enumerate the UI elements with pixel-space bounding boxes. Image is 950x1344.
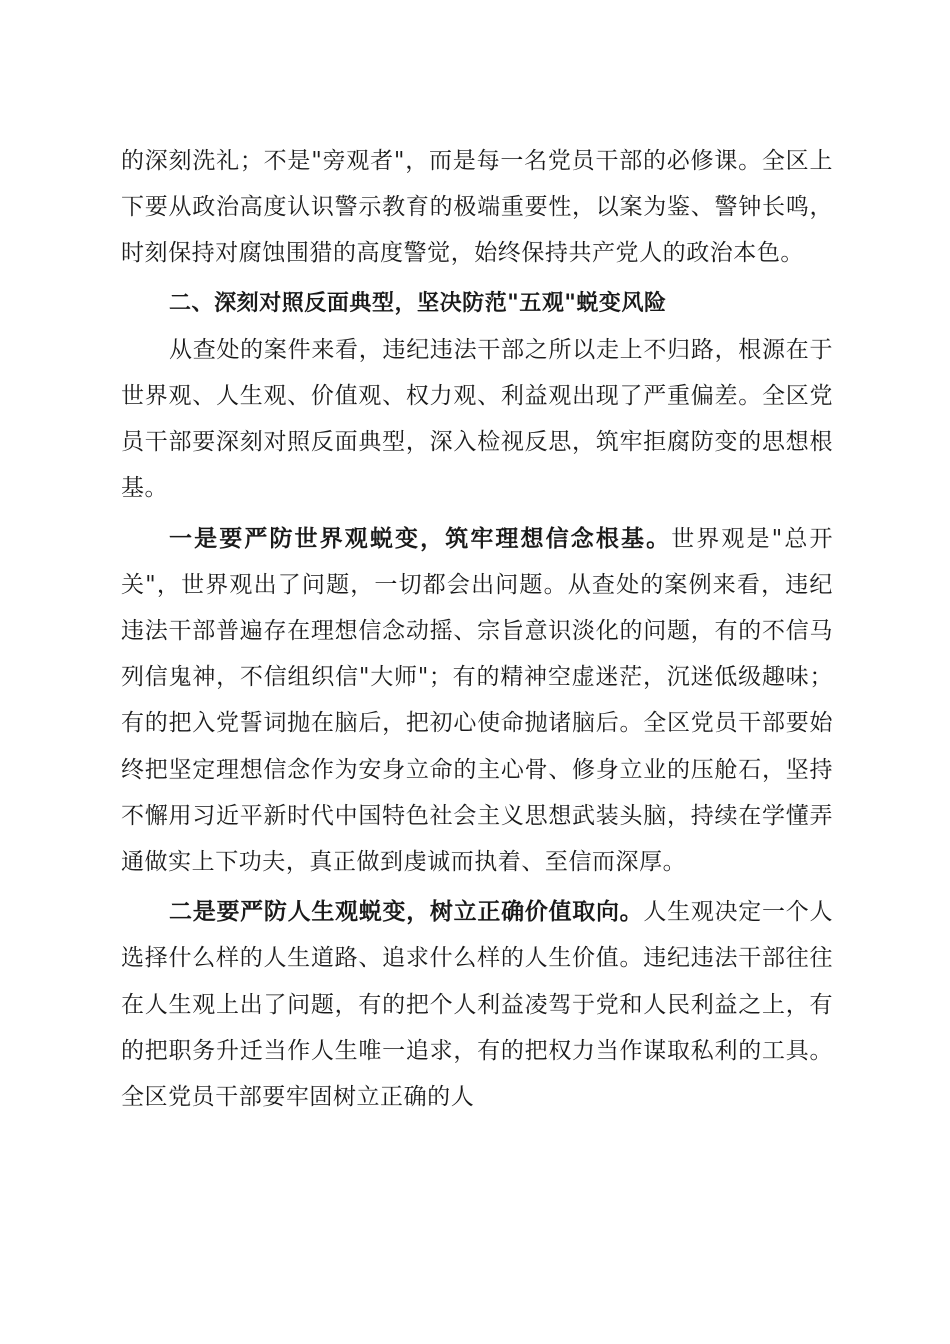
section-heading-two: 二、深刻对照反面典型，坚决防范"五观"蜕变风险	[169, 290, 667, 316]
document-body	[121, 138, 833, 1120]
paragraph-outlook-on-life-body: 人生观决定一个人选择什么样的人生道路、追求什么样的人生价值。违纪违法干部往往在人生观上出了问题，有的把个人利益凌驾于党和人民利益之上，有的把职务升迁当作人生唯一追求，有的把权力当作谋取私利的工具。全区党员干部要牢固树立正确的人	[121, 899, 833, 1111]
paragraph-continuation: 的深刻洗礼；不是"旁观者"，而是每一名党员干部的必修课。全区上下要从政治高度认识警示教育的极端重要性，以案为鉴、警钟长鸣，时刻保持对腐蚀围猎的高度警觉，始终保持共产党人的政治本色。	[121, 148, 833, 267]
paragraph-worldview-lead: 一是要严防世界观蜕变，筑牢理想信念根基。	[169, 524, 672, 552]
paragraph-section-intro: 从查处的案件来看，违纪违法干部之所以走上不归路，根源在于世界观、人生观、价值观、权力观、利益观出现了严重偏差。全区党员干部要深刻对照反面典型，深入检视反思，筑牢拒腐防变的思想根基。	[121, 336, 833, 502]
paragraph-outlook-on-life	[121, 889, 833, 1120]
paragraph-outlook-on-life-lead: 二是要严防人生观蜕变，树立正确价值取向。	[169, 898, 644, 926]
paragraph-worldview-body: 世界观是"总开关"，世界观出了问题，一切都会出问题。从查处的案例来看，违纪违法干部普遍存在理想信念动摇、宗旨意识淡化的问题，有的不信马列信鬼神，不信组织信"大师"；有的精神空虚迷茫，沉迷低级趣味；有的把入党誓词抛在脑后，把初心使命抛诸脑后。全区党员干部要始终把坚定理想信念作为安身立命的主心骨、修身立业的压舱石，坚持不懈用习近平新时代中国特色社会主义思想武装头脑，持续在学懂弄通做实上下功夫，真正做到虔诚而执着、至信而深厚。	[121, 525, 833, 876]
paragraph-worldview	[121, 516, 833, 886]
